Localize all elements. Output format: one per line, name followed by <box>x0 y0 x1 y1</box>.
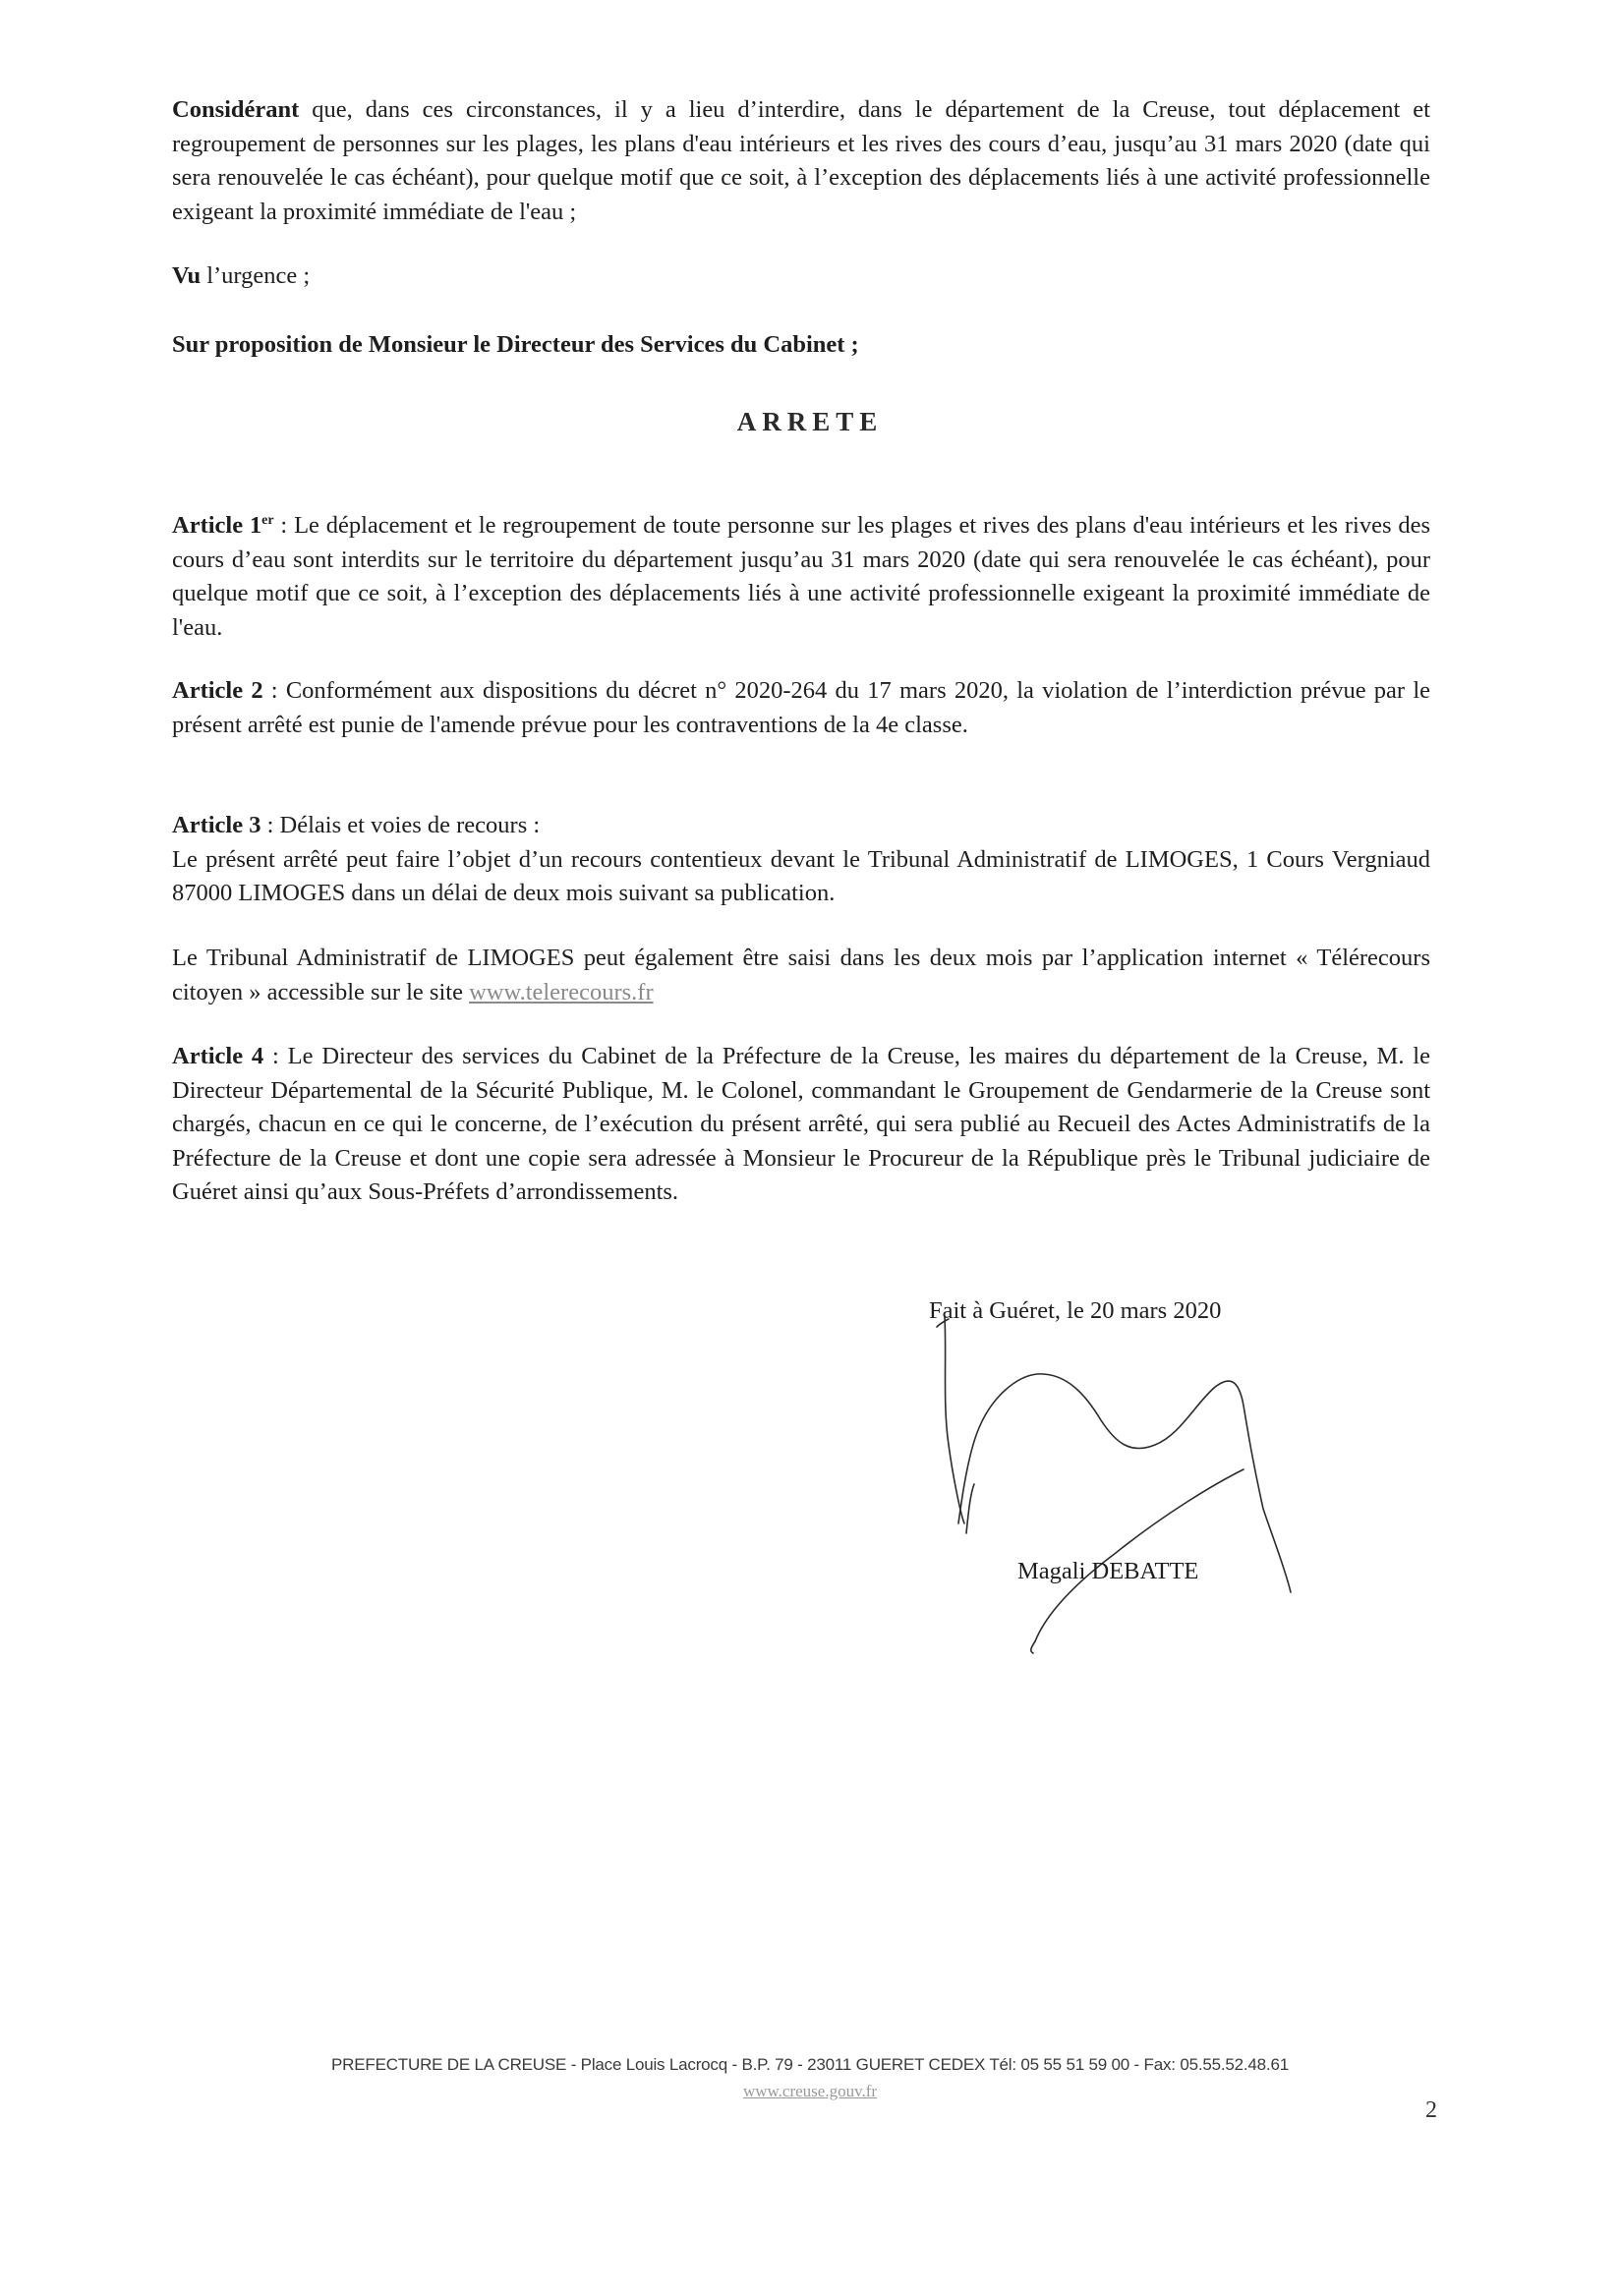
handwritten-signature <box>919 1297 1371 1671</box>
footer-url[interactable]: www.creuse.gouv.fr <box>742 2082 878 2100</box>
article-3-text: : Délais et voies de recours : <box>260 812 541 838</box>
proposition-text: Sur proposition de Monsieur le Directeur des Services du Cabinet ; <box>172 331 859 358</box>
vu-text: l’urgence ; <box>201 262 311 289</box>
signature-place-date: Fait à Guéret, le 20 mars 2020 <box>929 1297 1222 1324</box>
considerant-label: Considérant <box>172 96 300 123</box>
footer-address: PREFECTURE DE LA CREUSE - Place Louis Lacrocq - B.P. 79 - 23011 GUERET CEDEX Tél: 05 55 51 59 00 - Fax: 05.55.52.48.61 <box>331 2055 1289 2074</box>
proposition-paragraph <box>172 328 1430 363</box>
signature-block <box>919 1297 1371 1671</box>
article-3-recours-text: Le présent arrêté peut faire l’objet d’un recours contentieux devant le Tribunal Administratif de LIMOGES, 1 Cours Vergniaud 87000 LIMOGES dans un délai de deux mois suivant sa publication. <box>172 845 1430 906</box>
article-1-label: Article 1er <box>172 512 274 540</box>
article-2-label: Article 2 <box>172 677 263 704</box>
arrete-title: ARRETE <box>736 407 884 436</box>
telerecours-link[interactable]: www.telerecours.fr <box>469 978 654 1005</box>
vu-paragraph <box>172 259 1430 294</box>
article-2-text: : Conformément aux dispositions du décret n° 2020-264 du 17 mars 2020, la violation de l’interdiction prévue par le présent arrêté est punie de l'amende prévue pour les contraventions de la 4e classe. <box>172 677 1430 738</box>
article-1-paragraph <box>172 504 1430 645</box>
article-4-text: : Le Directeur des services du Cabinet de la Préfecture de la Creuse, les maires du département de la Creuse, M. le Directeur Départemental de la Sécurité Publique, M. le Colonel, commandant le Groupement de Gendarmerie de la Creuse sont chargés, chacun en ce qui le concerne, de l’exécution du présent arrêté, qui sera publié au Recueil des Actes Administratifs de la Préfecture de la Creuse et dont une copie sera adressée à Monsieur le Procureur de la République près le Tribunal judiciaire de Guéret ainsi qu’aux Sous-Préfets d’arrondissements. <box>172 1043 1430 1205</box>
considerant-paragraph <box>172 93 1430 229</box>
article-1-text: : Le déplacement et le regroupement de toute personne sur les plages et rives des plans d'eau intérieurs et les rives des cours d’eau sont interdits sur le territoire du département jusqu’au 31 mars 2020 (date qui sera renouvelée le cas échéant), pour quelque motif que ce soit, à l’exception des déplacements liés à une activité professionnelle exigeant la proximité immédiate de l'eau. <box>172 512 1430 641</box>
telerecours-text: Le Tribunal Administratif de LIMOGES peut également être saisi dans les deux mois par l’application internet « Télérecours citoyen » accessible sur le site <box>172 945 1430 1005</box>
article-4-label: Article 4 <box>172 1043 264 1069</box>
article-2-paragraph <box>172 674 1430 742</box>
article-4-paragraph <box>172 1040 1430 1210</box>
signatory-name: Magali DEBATTE <box>1017 1558 1199 1584</box>
considerant-text: que, dans ces circonstances, il y a lieu d’interdire, dans le département de la Creuse, tout déplacement et regroupement de personnes sur les plages, les plans d'eau intérieurs et les rives des cours d’eau, jusqu’au 31 mars 2020 (date qui sera renouvelée le cas échéant), pour quelque motif que ce soit, à l’exception des déplacements liés à une activité professionnelle exigeant la proximité immédiate de l'eau ; <box>172 96 1430 225</box>
telerecours-paragraph <box>172 942 1430 1009</box>
vu-label: Vu <box>172 262 202 289</box>
article-3-paragraph <box>172 809 1430 911</box>
page-number: 2 <box>1425 2097 1437 2123</box>
article-3-label: Article 3 <box>172 812 261 838</box>
